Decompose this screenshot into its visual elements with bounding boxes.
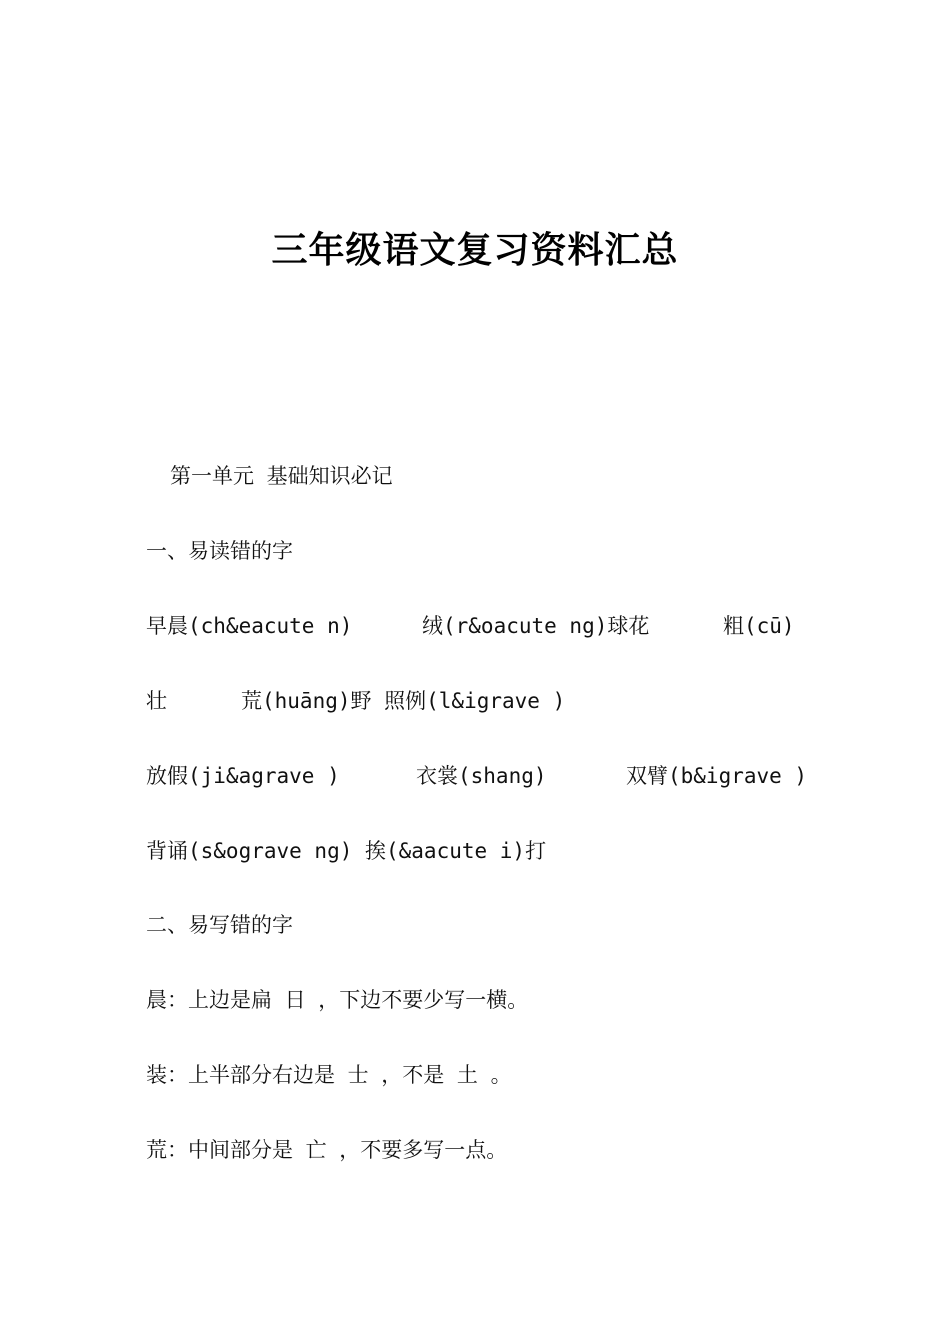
document-title: 三年级语文复习资料汇总 [271, 230, 679, 271]
vocab-item: 荒(huāng)野 照例(l&igrave ) [241, 689, 566, 713]
vocab-item: 壮 [146, 689, 167, 713]
writing-note: 荒：中间部分是 亡 ，不要多写一点。 [146, 1138, 508, 1162]
vocab-item: 双臂(b&igrave ) [626, 764, 808, 788]
vocab-item: 早晨(ch&eacute n) [146, 614, 353, 638]
vocab-item: 放假(ji&agrave ) [146, 764, 340, 788]
writing-note: 晨：上边是扁 日 ，下边不要少写一横。 [146, 988, 529, 1012]
vocab-item: 衣裳(shang) [416, 764, 547, 788]
unit-heading: 第一单元 基础知识必记 [170, 464, 393, 488]
writing-note: 装：上半部分右边是 士 ，不是 土 。 [146, 1063, 512, 1087]
vocab-row-4: 背诵(s&ograve ng) 挨(&aacute i)打 [146, 839, 547, 863]
section-heading-miswritten: 二、易写错的字 [146, 913, 293, 937]
vocab-item: 绒(r&oacute ng)球花 [422, 614, 650, 638]
vocab-item: 粗(cū) [723, 614, 795, 638]
section-heading-misread: 一、易读错的字 [146, 539, 293, 563]
